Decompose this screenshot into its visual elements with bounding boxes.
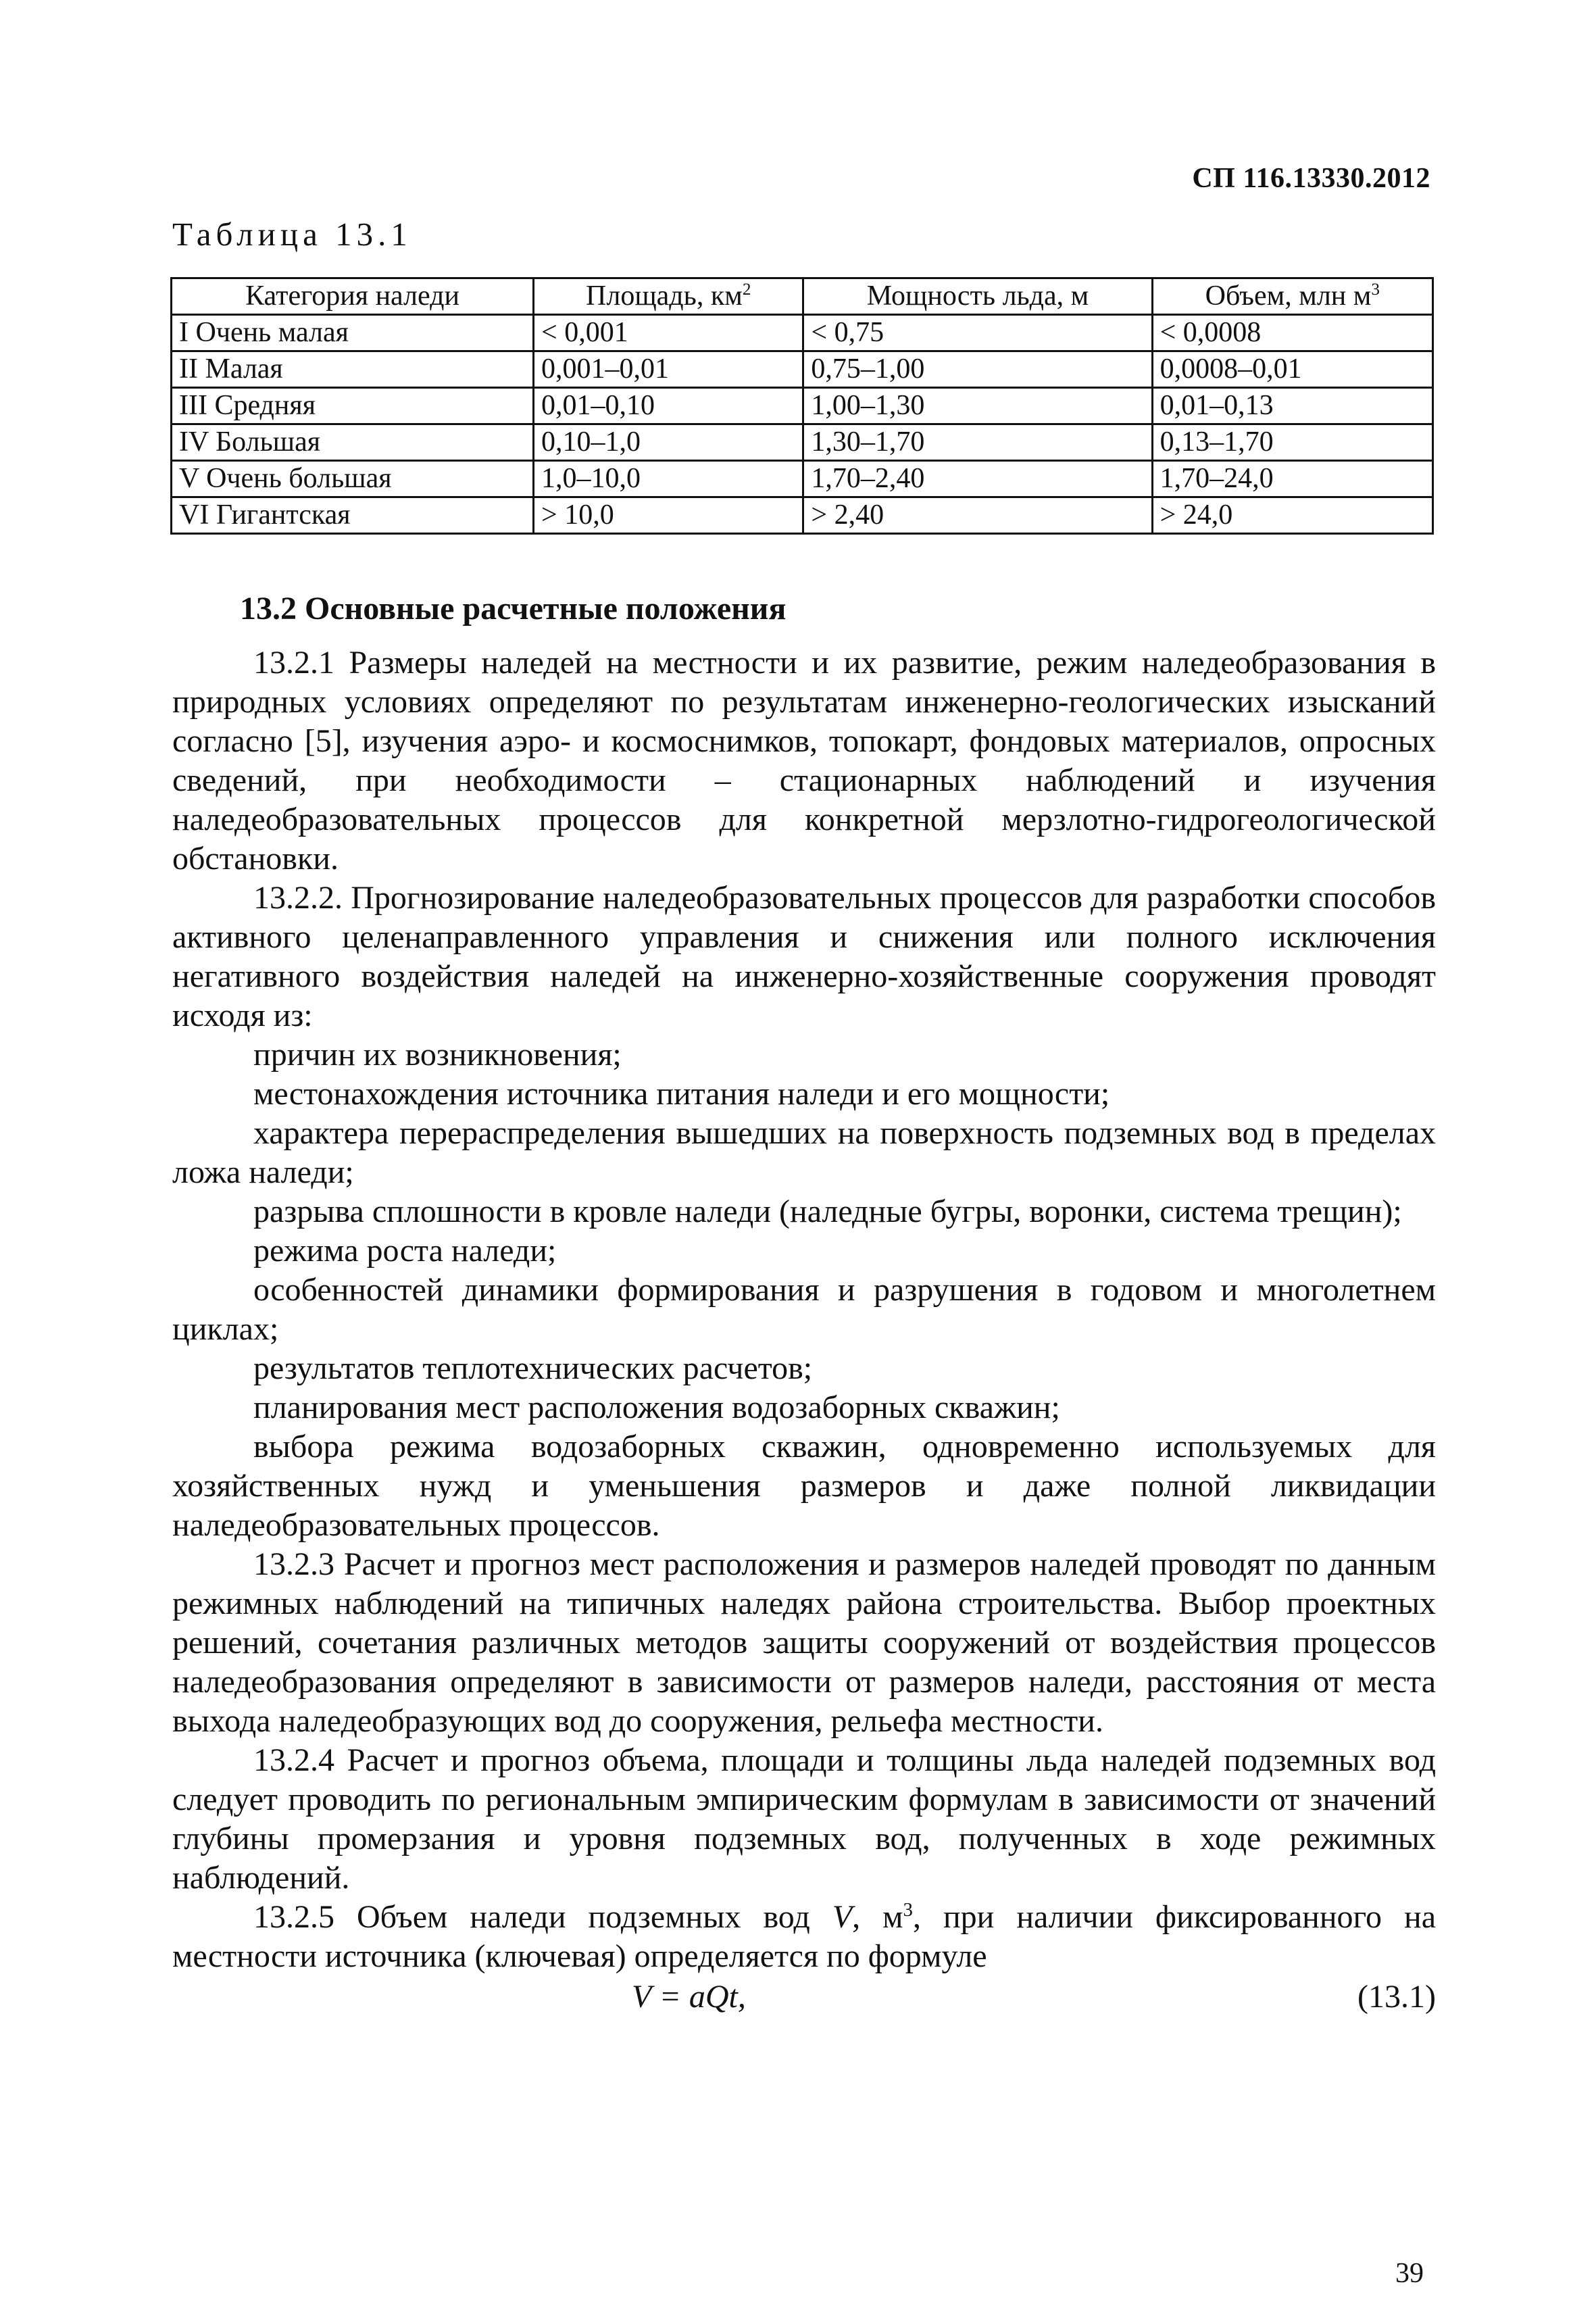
table-cell: > 24,0 (1152, 497, 1432, 534)
list-item: выбора режима водозаборных скважин, одновременно используемых для хозяйственных нужд и уменьшения размеров и даже полной ликвидации наледеобразовательных процессов. (172, 1429, 1436, 1543)
formula-number: (13.1) (1357, 1979, 1436, 2015)
table-cell: 1,70–2,40 (803, 461, 1152, 497)
table-cell: < 0,001 (534, 315, 803, 351)
column-header-ice-thickness: Мощность льда, м (803, 278, 1152, 315)
column-header-volume: Объем, млн $м^3$ (1152, 278, 1432, 315)
list-item: планирования мест расположения водозаборных скважин; (253, 1389, 1060, 1425)
table-cell: 0,13–1,70 (1152, 424, 1432, 461)
table-cell: 1,00–1,30 (803, 388, 1152, 424)
paragraph-13-2-3: 13.2.3 Расчет и прогноз мест расположения и размеров наледей проводят по данным режимных наблюдений на типичных наледях района строительства. Выбор проектных решений, сочетания различных методов защиты сооружений от воздействия процессов наледеобразования определяют в зависимости от размеров наледи, расстояния от места выхода наледеобразующих вод до сооружения, рельефа местности. (172, 1546, 1436, 1739)
table-cell: IV Большая (172, 424, 534, 461)
table-row (172, 388, 1433, 424)
table-cell: 0,10–1,0 (534, 424, 803, 461)
table-cell: > 2,40 (803, 497, 1152, 534)
table-row (172, 497, 1433, 534)
table-row (172, 424, 1433, 461)
table-cell: 0,001–0,01 (534, 351, 803, 388)
table-cell: 0,75–1,00 (803, 351, 1152, 388)
table-cell: 1,0–10,0 (534, 461, 803, 497)
table-cell: II Малая (172, 351, 534, 388)
table-cell: V Очень большая (172, 461, 534, 497)
table-cell: 1,70–24,0 (1152, 461, 1432, 497)
table-cell: I Очень малая (172, 315, 534, 351)
section-heading: 13.2 Основные расчетные положения (240, 591, 787, 626)
table-row (172, 315, 1433, 351)
list-item: особенностей динамики формирования и разрушения в годовом и многолетнем циклах; (172, 1272, 1436, 1347)
table-cell: III Средняя (172, 388, 534, 424)
document-code: СП 116.13330.2012 (1192, 163, 1430, 194)
table-cell: 1,30–1,70 (803, 424, 1152, 461)
table-cell: 0,01–0,13 (1152, 388, 1432, 424)
table-caption: Таблица 13.1 (172, 216, 412, 253)
table-cell: VI Гигантская (172, 497, 534, 534)
table-cell: < 0,75 (803, 315, 1152, 351)
section-13-2 (172, 589, 1436, 2021)
paragraph-13-2-4: 13.2.4 Расчет и прогноз объема, площади и толщины льда наледей подземных вод следует проводить по региональным эмпирическим формулам в зависимости от значений глубины промерзания и уровня подземных вод, полученных в ходе режимных наблюдений. (172, 1742, 1436, 1896)
icing-category-table (170, 277, 1434, 535)
list-item: местонахождения источника питания наледи и его мощности; (253, 1076, 1110, 1112)
list-item: результатов теплотехнических расчетов; (253, 1350, 813, 1386)
list-item: характера перераспределения вышедших на поверхность подземных вод в пределах ложа наледи; (172, 1115, 1436, 1190)
table-row (172, 351, 1433, 388)
paragraph-13-2-5: 13.2.5 Объем наледи подземных вод V, $м^3$, при наличии фиксированного на местности источника (ключевая) определяется по формуле (172, 1899, 1437, 1974)
table-header-row (172, 278, 1433, 315)
column-header-area: Площадь, $км^2$ (534, 278, 803, 315)
paragraph-13-2-1: 13.2.1 Размеры наледей на местности и их развитие, режим наледеобразования в природных условиях определяют по результатам инженерно-геологических изысканий согласно [5], изучения аэро- и космоснимков, топокарт, фондовых материалов, опросных сведений, при необходимости – стационарных наблюдений и изучения наледеобразовательных процессов для конкретной мерзлотно-гидрогеологической обстановки. (172, 645, 1436, 877)
page-number: 39 (1395, 2258, 1424, 2289)
list-item: причин их возникновения; (253, 1037, 622, 1073)
list-item: разрыва сплошности в кровле наледи (наледные бугры, воронки, система трещин); (253, 1193, 1402, 1229)
table-cell: 0,01–0,10 (534, 388, 803, 424)
list-item: режима роста наледи; (253, 1233, 557, 1269)
formula-row (172, 1977, 1436, 2021)
table-cell: < 0,0008 (1152, 315, 1432, 351)
column-header-category: Категория наледи (172, 278, 534, 315)
formula: V = aQt, (632, 1979, 746, 2015)
table-row (172, 461, 1433, 497)
table-cell: > 10,0 (534, 497, 803, 534)
table-cell: 0,0008–0,01 (1152, 351, 1432, 388)
paragraph-13-2-2: 13.2.2. Прогнозирование наледеобразовательных процессов для разработки способов активного целенаправленного управления и снижения или полного исключения негативного воздействия наледей на инженерно-хозяйственные сооружения проводят исходя из: (172, 880, 1436, 1033)
